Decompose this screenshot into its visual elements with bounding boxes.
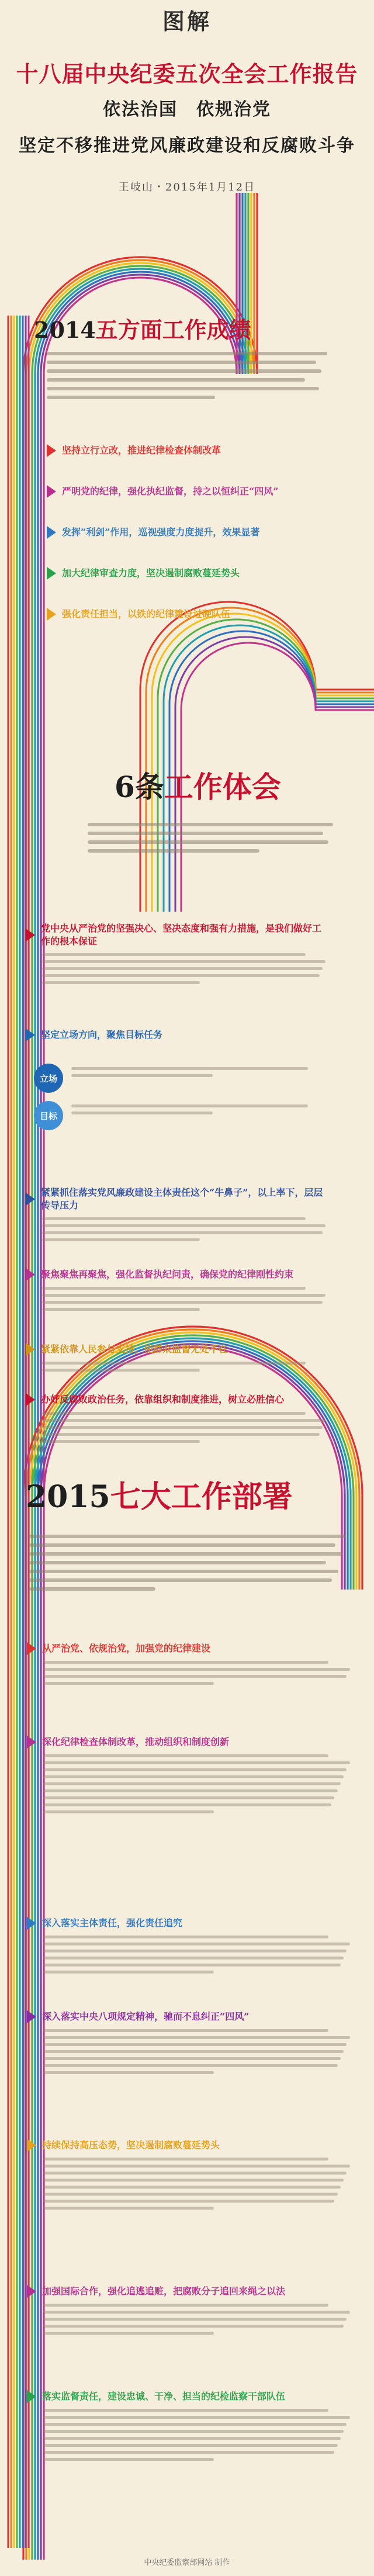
section-2-count: 6条 <box>115 770 164 804</box>
section-1-title <box>34 319 251 341</box>
section-1-intro-placeholder <box>47 352 327 404</box>
section-3-intro-placeholder <box>29 1535 345 1596</box>
point-row <box>47 444 351 457</box>
point-arrow-icon <box>27 1917 36 1930</box>
point-row <box>26 1343 330 1376</box>
section-3-title <box>26 1479 293 1515</box>
footer-credit: 中央纪委监察部网站 制作 <box>144 2558 230 2567</box>
point-body-placeholder <box>42 1217 330 1241</box>
section-3-year: 2015 <box>26 1479 110 1515</box>
point-arrow-icon <box>27 2010 36 2023</box>
point-row <box>47 608 351 621</box>
point-text: 党中央从严治党的坚强决心、坚决态度和强有力措施，是我们做好工作的根本保证 <box>41 923 322 947</box>
point-text: 严明党的纪律，强化执纪监督，持之以恒纠正“四风” <box>62 486 279 497</box>
section-2-title <box>115 770 281 804</box>
point-text: 紧紧抓住落实党风廉政建设主体责任这个“牛鼻子”，以上率下，层层传导压力 <box>41 1187 323 1211</box>
point-arrow-icon <box>27 1736 36 1749</box>
point-row <box>27 2285 354 2339</box>
point-text: 持续保持高压态势，坚决遏制腐败蔓延势头 <box>42 2139 220 2151</box>
section-1-year: 2014 <box>34 317 96 343</box>
point-text: 深入落实主体责任，强化责任追究 <box>42 1917 183 1929</box>
point-arrow-icon <box>47 485 56 498</box>
point-body-placeholder <box>43 2158 354 2210</box>
point-text: 紧紧依靠人民参与支持，使群众监督无处不在 <box>41 1344 228 1355</box>
point-body-placeholder <box>42 953 330 984</box>
point-row <box>47 526 351 539</box>
point-arrow-icon <box>26 1193 35 1206</box>
point-body-placeholder <box>43 1661 354 1685</box>
section-1-heading: 五方面工作成绩 <box>95 317 251 343</box>
badge-text-placeholder <box>71 1067 328 1081</box>
point-arrow-icon <box>27 2139 36 2152</box>
badge-text-placeholder <box>71 1105 328 1119</box>
point-row <box>27 1736 354 1817</box>
point-body-placeholder <box>42 1412 330 1443</box>
point-text: 加强国际合作，强化追逃追赃，把腐败分子追回来绳之以法 <box>42 2286 286 2297</box>
point-arrow-icon <box>26 1268 35 1281</box>
point-arrow-icon <box>47 567 56 580</box>
point-row <box>27 2010 354 2078</box>
point-text: 办好反腐败政治任务，依靠组织和制度推进，树立必胜信心 <box>41 1394 285 1405</box>
point-row <box>47 567 351 580</box>
point-arrow-icon <box>26 1393 35 1406</box>
point-arrow-icon <box>47 608 56 621</box>
badge-2: 目标 <box>34 1101 63 1130</box>
point-body-placeholder <box>43 1754 354 1813</box>
badge-1: 立场 <box>34 1064 63 1093</box>
point-row <box>26 1393 330 1447</box>
point-arrow-icon <box>47 526 56 539</box>
hero-subtitle-1: 依法治国 依规治党 <box>103 99 271 120</box>
hero-byline: 王岐山・2015年1月12日 <box>118 181 256 193</box>
point-text: 落实监督责任，建设忠诚、干净、担当的纪检监察干部队伍 <box>42 2391 286 2402</box>
point-row <box>27 2139 354 2214</box>
point-body-placeholder <box>43 2304 354 2335</box>
point-row <box>27 1917 354 1978</box>
section-2-heading: 工作体会 <box>164 770 281 804</box>
hero-title: 十八届中央纪委五次全会工作报告 <box>16 61 358 87</box>
point-body-placeholder <box>43 2029 354 2074</box>
point-arrow-icon <box>26 1343 35 1356</box>
point-row <box>26 1268 330 1315</box>
point-arrow-icon <box>26 929 35 941</box>
section-3-heading: 七大工作部署 <box>110 1479 293 1515</box>
point-row <box>26 922 330 988</box>
point-text: 从严治党、依规治党，加强党的纪律建设 <box>42 1643 211 1654</box>
point-arrow-icon <box>26 1029 35 1041</box>
point-text: 坚持立行立改，推进纪律检查体制改革 <box>62 445 221 456</box>
point-arrow-icon <box>27 2285 36 2298</box>
section-2-intro-placeholder <box>88 823 333 858</box>
point-row <box>27 2390 354 2465</box>
hero-kicker: 图解 <box>162 8 212 34</box>
point-text: 强化责任担当，以铁的纪律建设过硬队伍 <box>62 608 231 620</box>
point-text: 深化纪律检查体制改革，推动组织和制度创新 <box>42 1736 230 1748</box>
point-body-placeholder <box>42 1287 330 1311</box>
point-text: 深入落实中央八项规定精神，驰而不息纠正“四风” <box>42 2011 250 2023</box>
point-text: 发挥“利剑”作用，巡视强度力度提升，效果显著 <box>62 527 260 538</box>
point-body-placeholder <box>43 2409 354 2461</box>
point-text: 坚定立场方向，聚焦目标任务 <box>41 1029 163 1041</box>
point-row <box>26 1186 330 1245</box>
point-arrow-icon <box>27 1642 36 1655</box>
point-body-placeholder <box>43 1936 354 1973</box>
point-text: 加大纪律审查力度，坚决遏制腐败蔓延势头 <box>62 567 240 579</box>
point-row <box>26 1029 330 1041</box>
point-row <box>47 485 351 498</box>
point-arrow-icon <box>27 2390 36 2403</box>
point-body-placeholder <box>42 1362 330 1372</box>
point-row <box>27 1642 354 1689</box>
point-text: 聚焦聚焦再聚焦，强化监督执纪问责，确保党的纪律刚性约束 <box>41 1269 294 1280</box>
hero-subtitle-2: 坚定不移推进党风廉政建设和反腐败斗争 <box>19 136 355 156</box>
point-arrow-icon <box>47 444 56 457</box>
